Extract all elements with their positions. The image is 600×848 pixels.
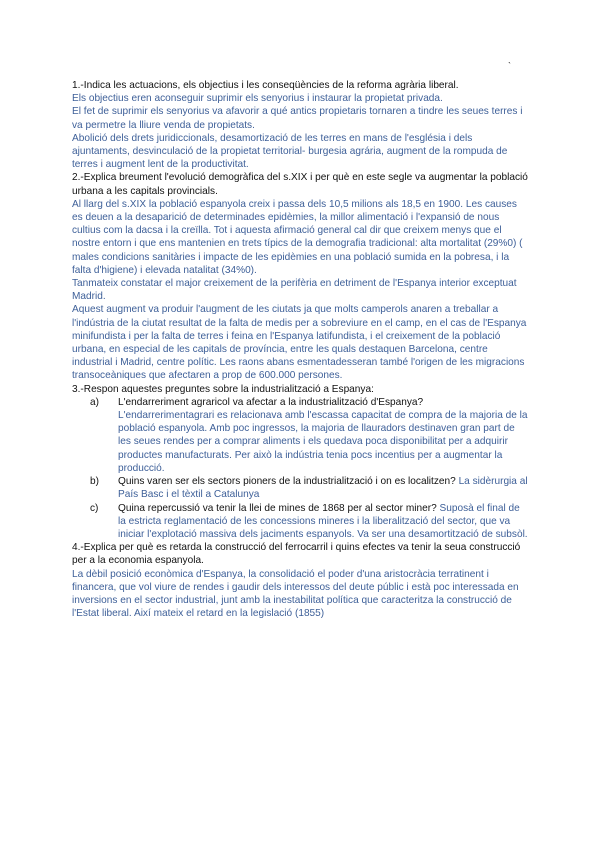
question-1: 1.-Indica les actuacions, els objectius i les conseqüències de la reforma agrària liberal. bbox=[72, 80, 459, 91]
subquestion-b bbox=[72, 475, 530, 501]
question-3: 3.-Respon aquestes preguntes sobre la industrialització a Espanya: bbox=[72, 383, 374, 395]
subquestion-b-label: b) bbox=[90, 476, 99, 488]
subquestion-c bbox=[72, 502, 530, 542]
question-3-block bbox=[72, 383, 530, 541]
answer-1-p2: El fet de suprimir els senyorius va afavorir a qué antics propietaris tornaren a tindre les seues terres i va permetre la lliure venda de propietats. bbox=[72, 106, 523, 131]
subquestion-a-answer: L'endarrerimentagrari es relacionava amb l'escassa capacitat de compra de la majoria de la població espanyola. Amb poc ingressos, la majoria de llauradors destinaven gran part de les seues rendes per a comprar aliments i els quedava poca disponibilitat per a adquirir productes manufacturats. Per això la indústria tenia pocs incentius per a augmentar la producció. bbox=[118, 410, 528, 474]
subquestion-a bbox=[72, 396, 530, 475]
question-2: 2.-Explica breument l'evolució demogràfica del s.XIX i per què en este segle va augmentar la població urbana a les capitals provincials. bbox=[72, 172, 528, 197]
subquestion-b-text: Quins varen ser els sectors pioners de la industrialització i on es localitzen? bbox=[118, 476, 456, 488]
subquestion-c-text: Quina repercussió va tenir la llei de mines de 1868 per al sector miner? bbox=[118, 502, 437, 514]
question-4: 4.-Explica per què es retarda la construcció del ferrocarril i quins efectes va tenir la seua construcció per a la economia espanyola. bbox=[72, 542, 521, 567]
page-mark: ` bbox=[508, 61, 511, 71]
question-2-block bbox=[72, 171, 530, 382]
answer-1-p1: Els objectius eren aconseguir suprimir els senyorius i instaurar la propietat privada. bbox=[72, 93, 443, 105]
subquestion-c-label: c) bbox=[90, 502, 99, 514]
answer-4-p1: La dèbil posició econòmica d'Espanya, la consolidació el poder d'una aristocràcia terratinent i financera, que vol viure de rendes i gaudir dels interessos del deute públic i està poc interessada en inversions en el sector industrial, junt amb la inestabilitat política que caracteritza la construcció de l'Estat liberal. Així mateix el retard en la legislació (1855) bbox=[72, 568, 519, 620]
answer-1-p3: Abolició dels drets juridiccionals, desamortizació de les terres en mans de l'església i dels ajuntaments, desvinculació de la propietat territorial- burgesia agrária, augment de la rompuda de terres i augment lent de la productivitat. bbox=[72, 132, 508, 171]
question-4-block bbox=[72, 541, 530, 620]
document-body bbox=[72, 79, 530, 620]
subquestion-c-answer: Suposà el final de la estricta reglamentació de les concessions mineres i la liberalització del sector, que va iniciar l'explotació massiva dels jaciments espanyols. Va ser una desamortització de subsòl. bbox=[118, 502, 528, 540]
answer-2-p1: Al llarg del s.XIX la població espanyola creix i passa dels 10,5 milions als 18,5 en 1900. Les causes es deuen a la desaparició de determinades epidèmies, la millor alimentació i l'expansió de nous cultius com la dacsa i la creïlla. Tot i aquesta afirmació general cal dir que creixem menys que el nostre entorn i que ens mantenien en trets típics de la demografia tradicional: alta mortalitat (29%0) ( males condicions sanitàries i impacte de les epidèmies en una població sumida en la pobresa, i la falta d'higiene) i elevada natalitat (34%0). bbox=[72, 198, 523, 276]
subquestion-a-label: a) bbox=[90, 396, 99, 408]
subquestion-b-answer: La sidèrurgia al País Basc i el tèxtil a Catalunya bbox=[118, 476, 528, 501]
answer-2-p2: Tanmateix constatar el major creixement de la perifèria en detriment de l'Espanya interior exceptuat Madrid. bbox=[72, 278, 517, 303]
question-1-block bbox=[72, 79, 530, 171]
answer-2-p3: Aquest augment va produir l'augment de les ciutats ja que molts camperols anaren a treballar a l'indústria de la ciutat resultat de la falta de medis per a sobreviure en el camp, en el cas de l'Espanya minifundista i per la falta de terres i feina en l'Espanya latifundista, i el creixement de la població urbana, en especial de les capitals de província, entre les quals destaquen Barcelona, centre industrial i Madrid, centre polític. Les raons abans esmentadesseran també l'origen de les migracions transoceàniques que afectaren a prop de 600.000 persones. bbox=[72, 304, 527, 382]
subquestion-a-text: L'endarreriment agraricol va afectar a la industrialització d'Espanya? bbox=[118, 396, 424, 408]
